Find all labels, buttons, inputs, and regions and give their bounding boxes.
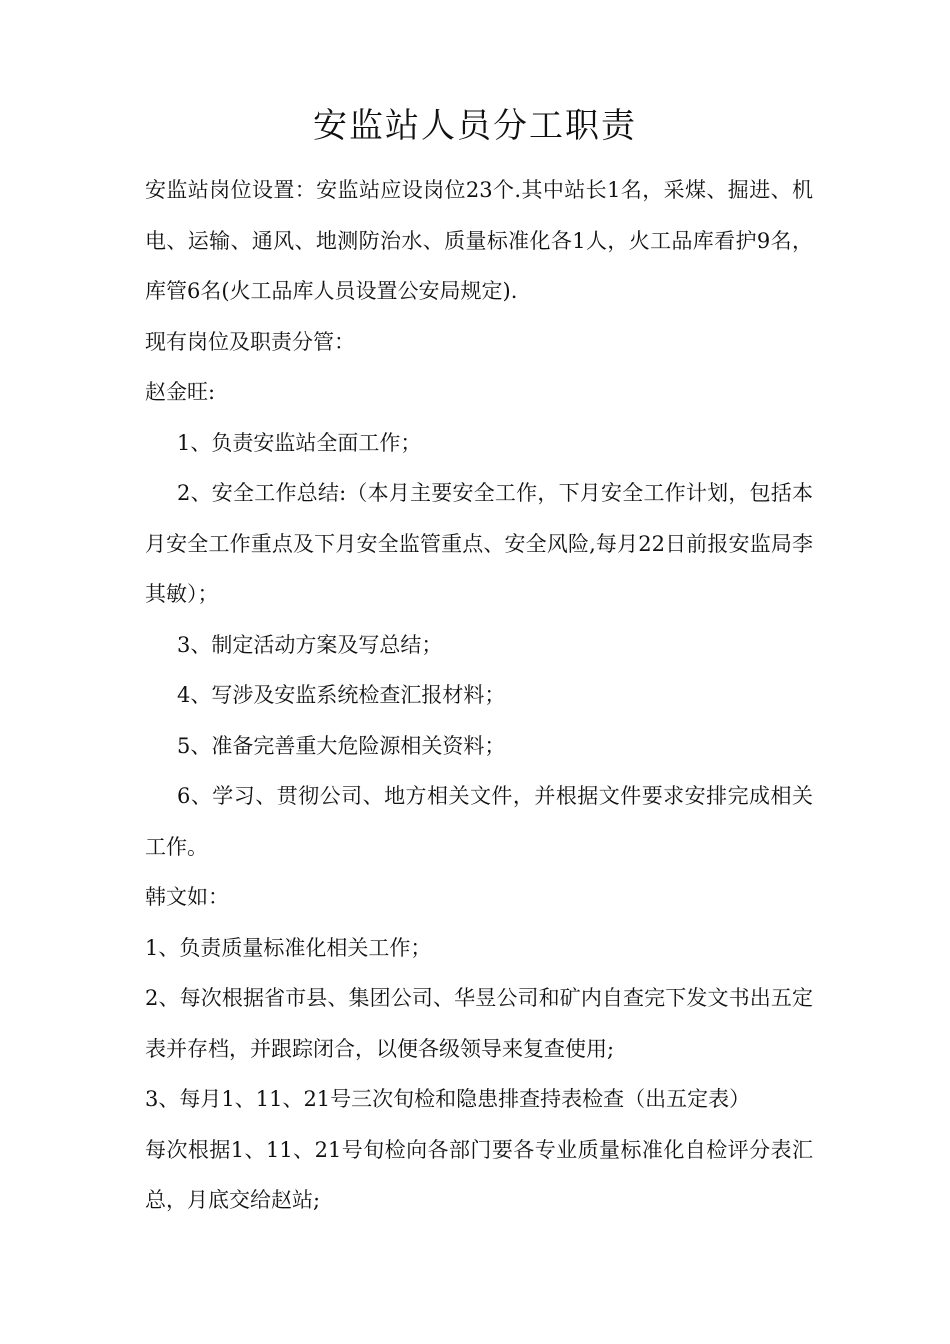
person-heading-han: 韩文如： (145, 885, 229, 909)
zhao-duty-6: 6、学习、贯彻公司、地方相关文件，并根据文件要求安排完成相关工作。 (145, 784, 813, 859)
page-title: 安监站人员分工职责 (313, 106, 637, 146)
paragraph-current-posts-heading: 现有岗位及职责分管： (145, 329, 355, 354)
zhao-duty-3: 3、制定活动方案及写总结； (177, 632, 443, 657)
zhao-duty-5: 5、准备完善重大危险源相关资料； (177, 733, 506, 758)
paragraph-post-setup: 安监站岗位设置：安监站应设岗位23个.其中站长1名，采煤、掘进、机电、运输、通风、地测防治水、质量标准化各1人，火工品库看护9名，库管6名(火工品库人员设置公安局规定). (145, 178, 813, 303)
han-duty-3-detail: 每次根据1、11、21号旬检向各部门要各专业质量标准化自检评分表汇总，月底交给赵站; (145, 1137, 813, 1212)
zhao-duty-2: 2、安全工作总结:（本月主要安全工作，下月安全工作计划，包括本月安全工作重点及下月安全监管重点、安全风险,每月22日前报安监局李其敏）； (145, 481, 813, 606)
zhao-duty-4: 4、写涉及安监系统检查汇报材料； (177, 683, 506, 707)
han-duty-1: 1、负责质量标准化相关工作； (145, 935, 432, 960)
zhao-duty-1: 1、负责安监站全面工作； (177, 430, 422, 455)
person-heading-zhao: 赵金旺: (145, 380, 216, 404)
han-duty-2: 2、每次根据省市县、集团公司、华昱公司和矿内自查完下发文书出五定表并存档，并跟踪闭合，以便各级领导来复查使用; (145, 986, 813, 1061)
han-duty-3: 3、每月1、11、21号三次旬检和隐患排查持表检查（出五定表） (145, 1087, 751, 1111)
document-body (145, 165, 813, 1226)
